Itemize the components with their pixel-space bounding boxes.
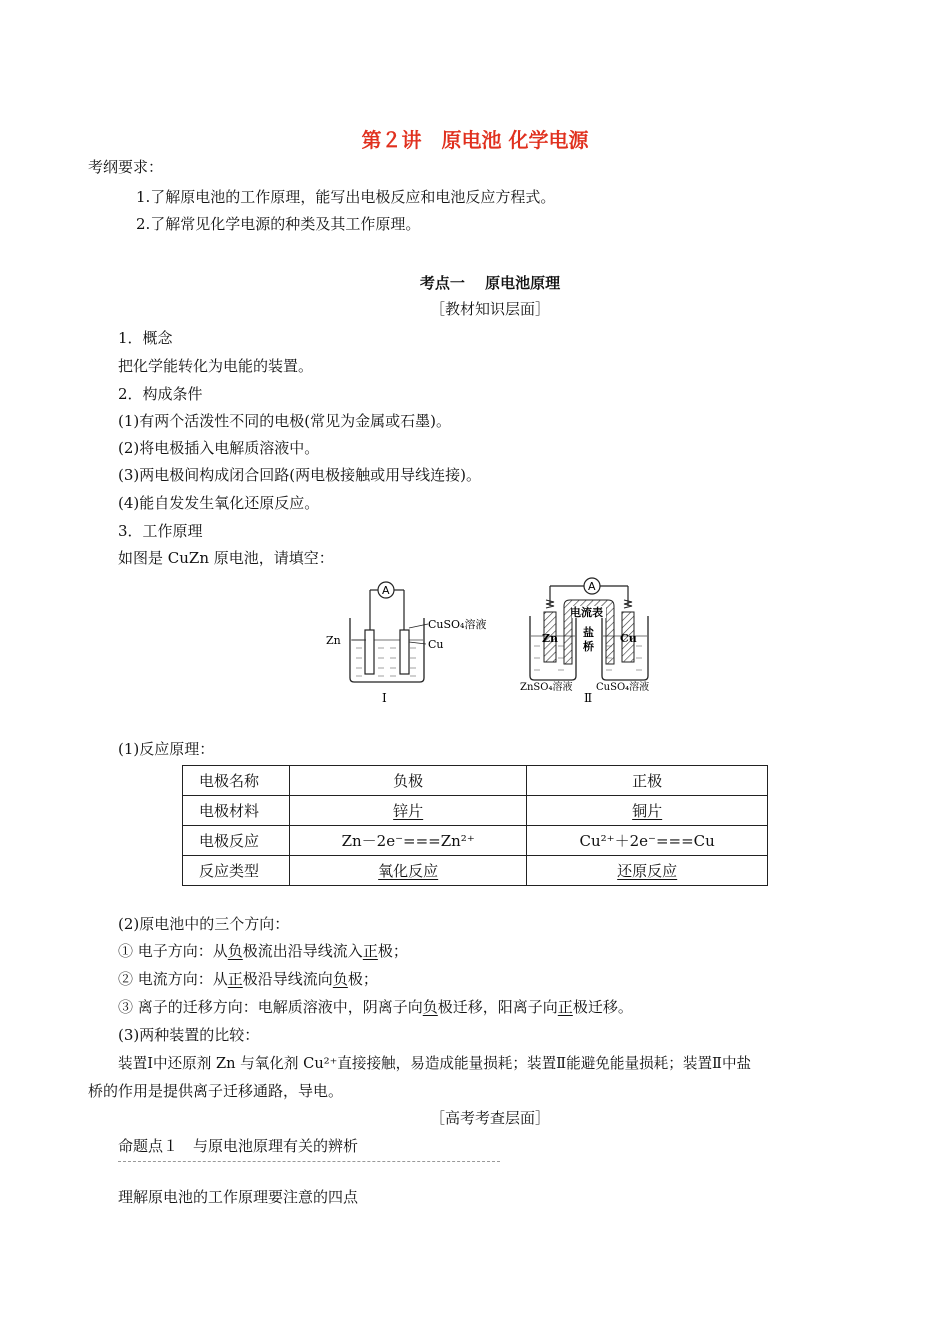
table-cell: Cu²⁺＋2e⁻===Cu [527, 826, 768, 856]
syllabus-item: 1.了解原电池的工作原理，能写出电极反应和电池反应方程式。 [136, 188, 556, 206]
section-title: 考点一 原电池原理 [419, 274, 561, 292]
table-cell: Zn－2e⁻===Zn²⁺ [290, 826, 527, 856]
syllabus-heading: 考纲要求： [88, 158, 164, 176]
table-cell: 正极 [527, 766, 768, 796]
galvanic-cell-diagram-1 [322, 578, 502, 708]
galvanic-cell-diagram-2 [518, 576, 668, 706]
table-cell: 锌片 [393, 802, 424, 820]
zn-label: Zn [542, 632, 559, 645]
zn-label: Zn [326, 634, 341, 647]
table-row [183, 856, 768, 886]
compare-line: 桥的作用是提供离子迁移通路，导电。 [88, 1082, 344, 1100]
table-cell: 电极反应 [183, 826, 290, 856]
direction-current: ② 电流方向：从正极沿导线流向负极； [118, 970, 378, 988]
directions-heading: (2)原电池中的三个方向： [118, 915, 290, 933]
table-cell: 氧化反应 [378, 862, 439, 880]
direction-electron: ① 电子方向：从负极流出沿导线流入正极； [118, 942, 408, 960]
syllabus-item: 2.了解常见化学电源的种类及其工作原理。 [136, 215, 421, 233]
paragraph: 把化学能转化为电能的装置。 [118, 357, 314, 375]
direction-ion: ③ 离子的迁移方向：电解质溶液中，阴离子向负极迁移，阳离子向正极迁移。 [118, 998, 633, 1016]
table-row [183, 796, 768, 826]
figure-label-1: Ⅰ [382, 691, 387, 705]
meter-label: 电流表 [570, 606, 603, 619]
compare-line: 装置Ⅰ中还原剂 Zn 与氧化剂 Cu²⁺直接接触，易造成能量损耗；装置Ⅱ能避免能量损耗；装置Ⅱ中盐 [118, 1055, 752, 1072]
paragraph: 1．概念 [118, 329, 173, 347]
salt-label: 盐 [583, 626, 594, 639]
table-cell: 还原反应 [617, 862, 678, 880]
table-cell: 负极 [290, 766, 527, 796]
page-title: 第２讲 原电池 化学电源 [361, 128, 589, 152]
ammeter-label: A [588, 580, 596, 593]
ammeter-label: A [382, 584, 390, 597]
bridge-label: 桥 [583, 640, 594, 653]
cuso4-label: CuSO₄溶液 [428, 618, 487, 631]
table-cell: 电极名称 [183, 766, 290, 796]
cu-label: Cu [620, 632, 637, 645]
paragraph: (2)将电极插入电解质溶液中。 [118, 439, 320, 457]
paragraph: 2．构成条件 [118, 385, 203, 403]
table-row [183, 766, 768, 796]
paragraph: (4)能自发发生氧化还原反应。 [118, 494, 320, 512]
proposition-title: 命题点１ 与原电池原理有关的辨析 [118, 1137, 359, 1155]
section-subtitle: ［高考考查层面］ [429, 1109, 550, 1127]
table-cell: 反应类型 [183, 856, 290, 886]
paragraph: 如图是 CuZn 原电池，请填空： [118, 549, 334, 567]
compare-heading: (3)两种装置的比较： [118, 1026, 260, 1044]
electrode-table [182, 765, 768, 886]
cu-label: Cu [428, 638, 444, 651]
paragraph: (3)两电极间构成闭合回路(两电极接触或用导线连接)。 [118, 466, 481, 484]
table-row [183, 826, 768, 856]
table-cell: 铜片 [632, 802, 663, 820]
table-cell: 电极材料 [183, 796, 290, 826]
reaction-heading: (1)反应原理： [118, 740, 215, 758]
wavy-divider [118, 1161, 500, 1167]
paragraph: (1)有两个活泼性不同的电极(常见为金属或石墨)。 [118, 412, 451, 430]
cuso4-label: CuSO₄溶液 [596, 682, 650, 693]
znso4-label: ZnSO₄溶液 [520, 682, 573, 693]
paragraph: 3．工作原理 [118, 522, 203, 540]
figure-label-2: Ⅱ [584, 691, 593, 705]
paragraph: 理解原电池的工作原理要注意的四点 [118, 1188, 359, 1206]
section-subtitle: ［教材知识层面］ [429, 300, 550, 318]
